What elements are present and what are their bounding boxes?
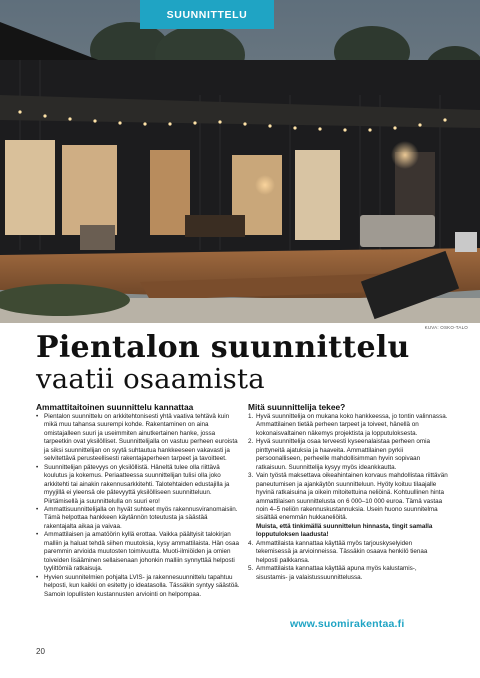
- headline-line2: vaatii osaamista: [36, 363, 265, 395]
- list-item: 2. Hyvä suunnittelija osaa terveesti kyseenalaistaa perheen omia pinttyneitä ajatuksia ja haaveita. Ammattilainen pyrkii persoonalliseen, perheelle mahdollisimman hyvin sopivaan ratkaisuun. Suunnittelija kysyy myös ideankkautta.: [248, 438, 430, 471]
- left-bullet-list: [36, 413, 240, 599]
- list-item: • Ammattilaisen ja amatöörin kyllä erottaa. Vaikka päältyisit talokirjan malliin ja haluat tehdä siihen muutoksia, kysy ammattilaista. Hän osaa paremmin arvioida muutosten toimivuutta. Muoti-ilmiöiden ja omien toiveiden lisääminen sellaisenaan johonkin malliin synnyttää helposti tyylittömiä ratkaisuja.: [36, 531, 240, 573]
- page-number: 20: [36, 647, 45, 656]
- right-numbered-list-2: [248, 540, 448, 582]
- list-item: 4. Ammattilaista kannattaa käyttää myös tarjouskyselyiden tekemisessä ja arvioinneissa. Tässäkin osaava henkilö tienaa helposti palkkansa.: [248, 539, 428, 564]
- house-photo: [0, 0, 480, 323]
- right-column: [248, 402, 448, 582]
- photo-credit: KUVA: OSKO-TALO: [424, 325, 468, 330]
- list-item: 3. Vain työstä maksettava oikeahintainen korvaus mahdollistaa riittävän paneutumisen ja ajankäytön suunnitteluun. Hyöty koituu tilaajalle hyvinä ratkaisuina ja oikein mitoitettuina neliöinä. Kohtuullinen hinta ammattilaisen suunnittelusta on 6 000–10 000 euroa. Tämä vastaa noin 4–5 neliön rakennuskustannuksia. Usein huono suunnitelma sisältää enemmän hukkaneliöitä.: [248, 472, 448, 522]
- list-item: • Suunnittelijan pätevyys on yksilöllistä. Häneltä tulee olla riittävä koulutus ja kokemus. Periaatteessa suunnittelijan tulisi olla joko arkkitehti tai ainakin rakennusarkkitehti. Talotehtaiden edustajilla ja myyjillä ei yleensä ole pätevyyttä yksilölliseen suunnitteluun. Piirtämisellä ja suunnittelulla on suuri ero!: [36, 464, 240, 506]
- left-column: [36, 402, 240, 599]
- section-tag: SUUNNITTELU: [140, 0, 274, 29]
- list-item: 1. Hyvä suunnittelija on mukana koko hankkeessa, jo tontin valinnassa. Ammattilainen tietää perheen tarpeet ja toiveet, hänellä on kokonaisvaltainen näkemys projektista ja lopputuloksesta.: [248, 413, 448, 437]
- right-heading: Mitä suunnittelija tekee?: [248, 402, 346, 412]
- list-item: 5. Ammattilaista kannattaa käyttää apuna myös kalustamis-, sisustamis- ja valaistussuunnittelussa.: [248, 565, 417, 581]
- emphasis-note: Muista, että tinkimällä suunnittelun hinnasta, tingit samalla lopputuloksen laadusta!: [256, 522, 433, 539]
- headline-line1: Pientalon suunnittelu: [36, 330, 410, 365]
- website-link[interactable]: www.suomirakentaa.fi: [290, 618, 405, 630]
- right-numbered-list: [248, 413, 448, 523]
- list-item: • Pientalon suunnittelu on arkkitehtonisesti yhtä vaativa tehtävä kuin mikä muu tahansa suurempi kohde. Rakentaminen on aina omistajalleen suuri ja useimmiten ainutkertainen hanke, jossa tarpeetkin ovat yksilölliset. Suunnittelijalla on vastuu perheen euroista ja siksi suunnittelijan on syytä suhtautua hankkeeseen vakavasti ja selvitettävä perusteellisesti rakentajaperheen tarpeet ja tavoitteet.: [36, 413, 240, 464]
- list-item: • Ammattisuunnittelijalla on hyvät suhteet myös rakennusviranomaisiin. Tämä helpottaa hankkeen käytännön toteutusta ja säästää rakentajalta aikaa ja vaivaa.: [36, 506, 240, 531]
- list-item: • Hyvien suunnitelmien pohjalta LVIS- ja rakennesuunnittelu tapahtuu helposti, kun kaikki on esitetty jo ideatasolla. Tässäkin syntyy säästöä. Samoin lopullisten kustannusten arviointi on helpompaa.: [36, 574, 240, 599]
- left-heading: Ammattitaitoinen suunnittelu kannattaa: [36, 402, 194, 412]
- house-illustration: [0, 0, 480, 323]
